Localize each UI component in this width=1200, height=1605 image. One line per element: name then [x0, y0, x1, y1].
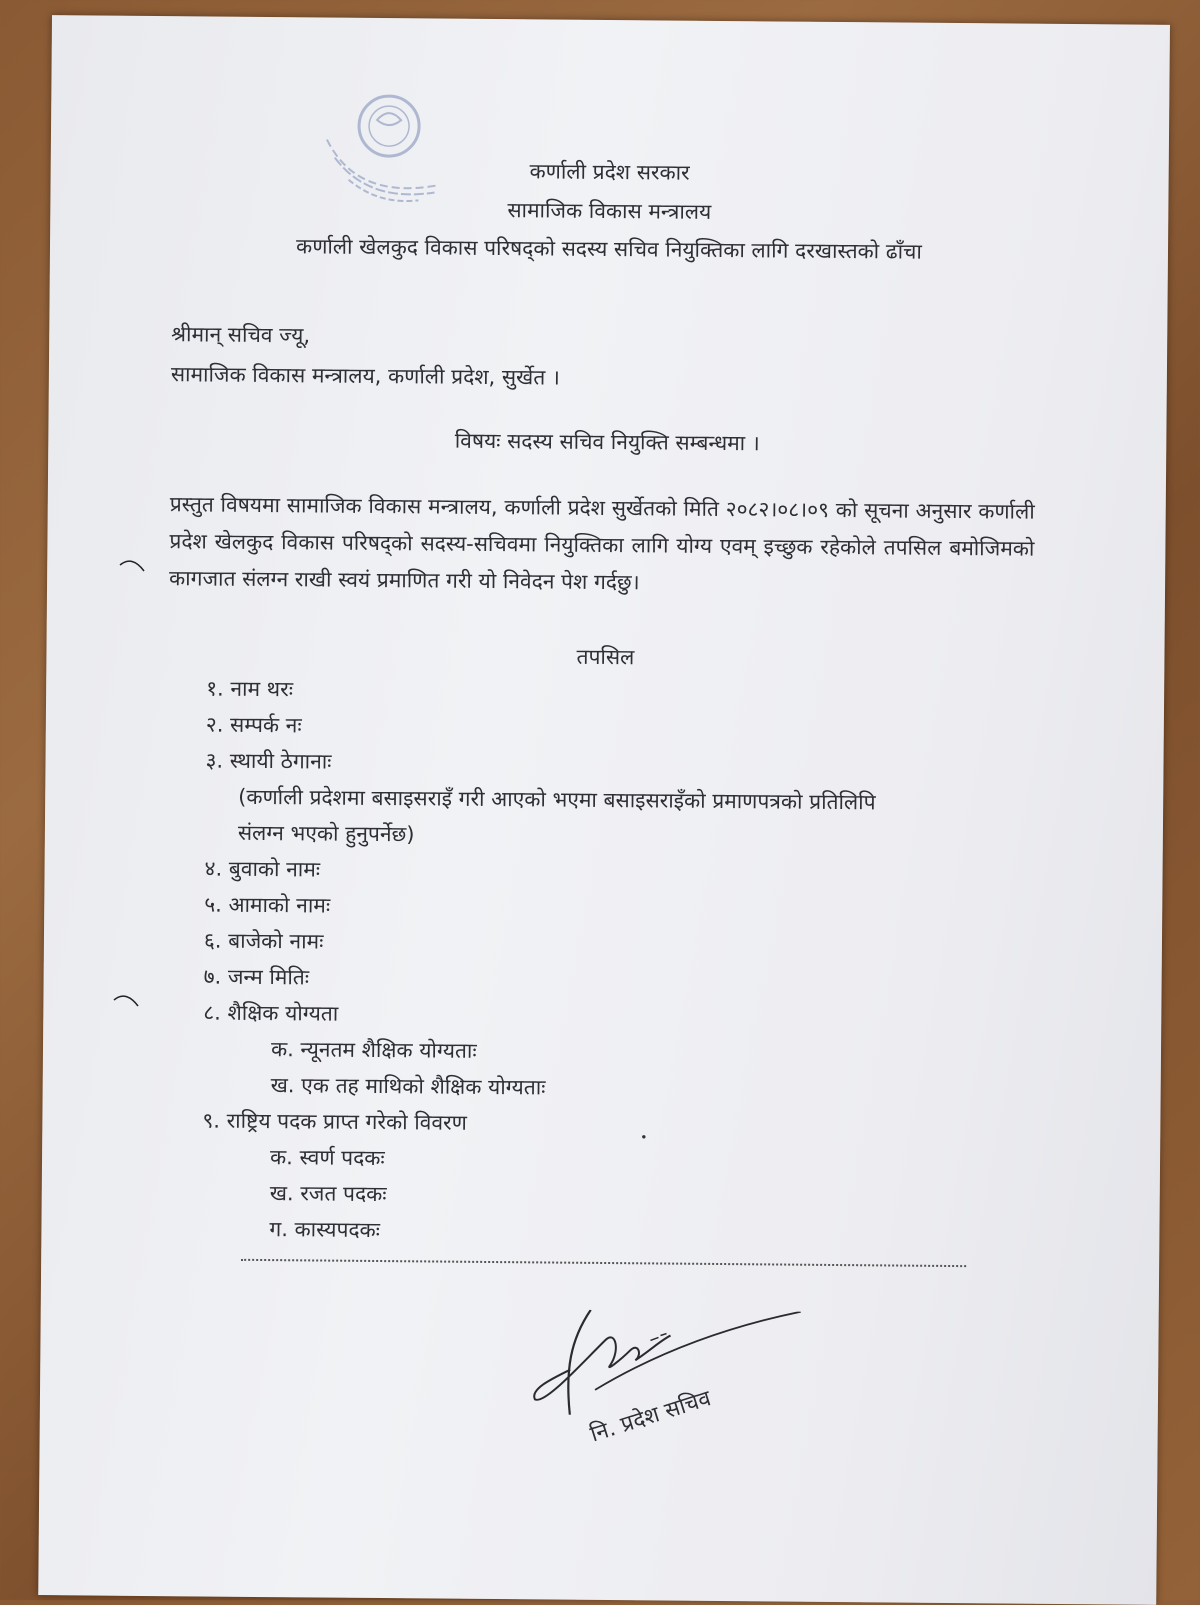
header-ministry: सामाजिक विकास मन्त्रालय — [507, 198, 712, 224]
signature-mark — [510, 1309, 811, 1452]
addressee-line: श्रीमान् सचिव ज्यू, — [171, 322, 311, 348]
item-address-note-2: संलग्न भएको हुनुपर्नेछ) — [237, 820, 415, 847]
item-address-note-1: (कर्णाली प्रदेशमा बसाइसराइँ गरी आएको भएमा बसाइसराइँको प्रमाणपत्रको प्रतिलिपि — [238, 784, 876, 815]
item-mother-name: ५. आमाको नामः — [204, 892, 331, 918]
item-permanent-address: ३. स्थायी ठेगानाः — [205, 748, 332, 774]
item-grandfather-name: ६. बाजेको नामः — [203, 928, 324, 954]
addressee-office: सामाजिक विकास मन्त्रालय, कर्णाली प्रदेश, सुर्खेत । — [170, 362, 560, 390]
tapsil-heading: तपसिल — [576, 644, 635, 670]
item-national-medals: ९. राष्ट्रिय पदक प्राप्त गरेको विवरण — [202, 1108, 467, 1135]
item-bronze-medal: ग. कास्यपदकः — [269, 1217, 381, 1243]
dotted-line — [241, 1257, 966, 1267]
header-government: कर्णाली प्रदेश सरकार — [529, 159, 690, 185]
header-form-title: कर्णाली खेलकुद विकास परिषद्को सदस्य सचिव नियुक्तिका लागि दरखास्तको ढाँचा — [296, 234, 922, 264]
item-silver-medal: ख. रजत पदकः — [269, 1181, 387, 1207]
signatory-title: नि. प्रदेश सचिव — [587, 1386, 714, 1448]
item-father-name: ४. बुवाको नामः — [204, 856, 321, 882]
subject-line: विषयः सदस्य सचिव नियुक्ति सम्बन्धमा । — [454, 428, 760, 456]
item-contact: २. सम्पर्क नः — [205, 712, 302, 738]
document-page — [38, 15, 1170, 1605]
body-paragraph: प्रस्तुत विषयमा सामाजिक विकास मन्त्रालय, कर्णाली प्रदेश सुर्खेतको मिति २०८२।०८।०९ को सूचना अनुसार कर्णाली प्रदेश खेलकुद विकास परिषद्को सदस्य-सचिवमा नियुक्तिका लागि योग्य एवम् इच्छुक रहेकोले तपसिल बमोजिमको कागजात संलग्न राखी स्वयं प्रमाणित गरी यो निवेदन पेश गर्दछु। — [169, 492, 1035, 595]
item-education: ८. शैक्षिक योग्यता — [203, 1000, 339, 1026]
item-name: १. नाम थरः — [206, 676, 294, 702]
item-min-education: क. न्यूनतम शैक्षिक योग्यताः — [270, 1037, 477, 1063]
item-higher-education: ख. एक तह माथिको शैक्षिक योग्यताः — [270, 1073, 546, 1100]
margin-mark — [112, 990, 142, 1010]
item-birth-date: ७. जन्म मितिः — [203, 964, 310, 990]
office-stamp — [318, 79, 451, 212]
margin-mark — [118, 555, 148, 575]
ink-speck: • — [640, 1130, 648, 1145]
item-gold-medal: क. स्वर्ण पदकः — [269, 1145, 385, 1171]
